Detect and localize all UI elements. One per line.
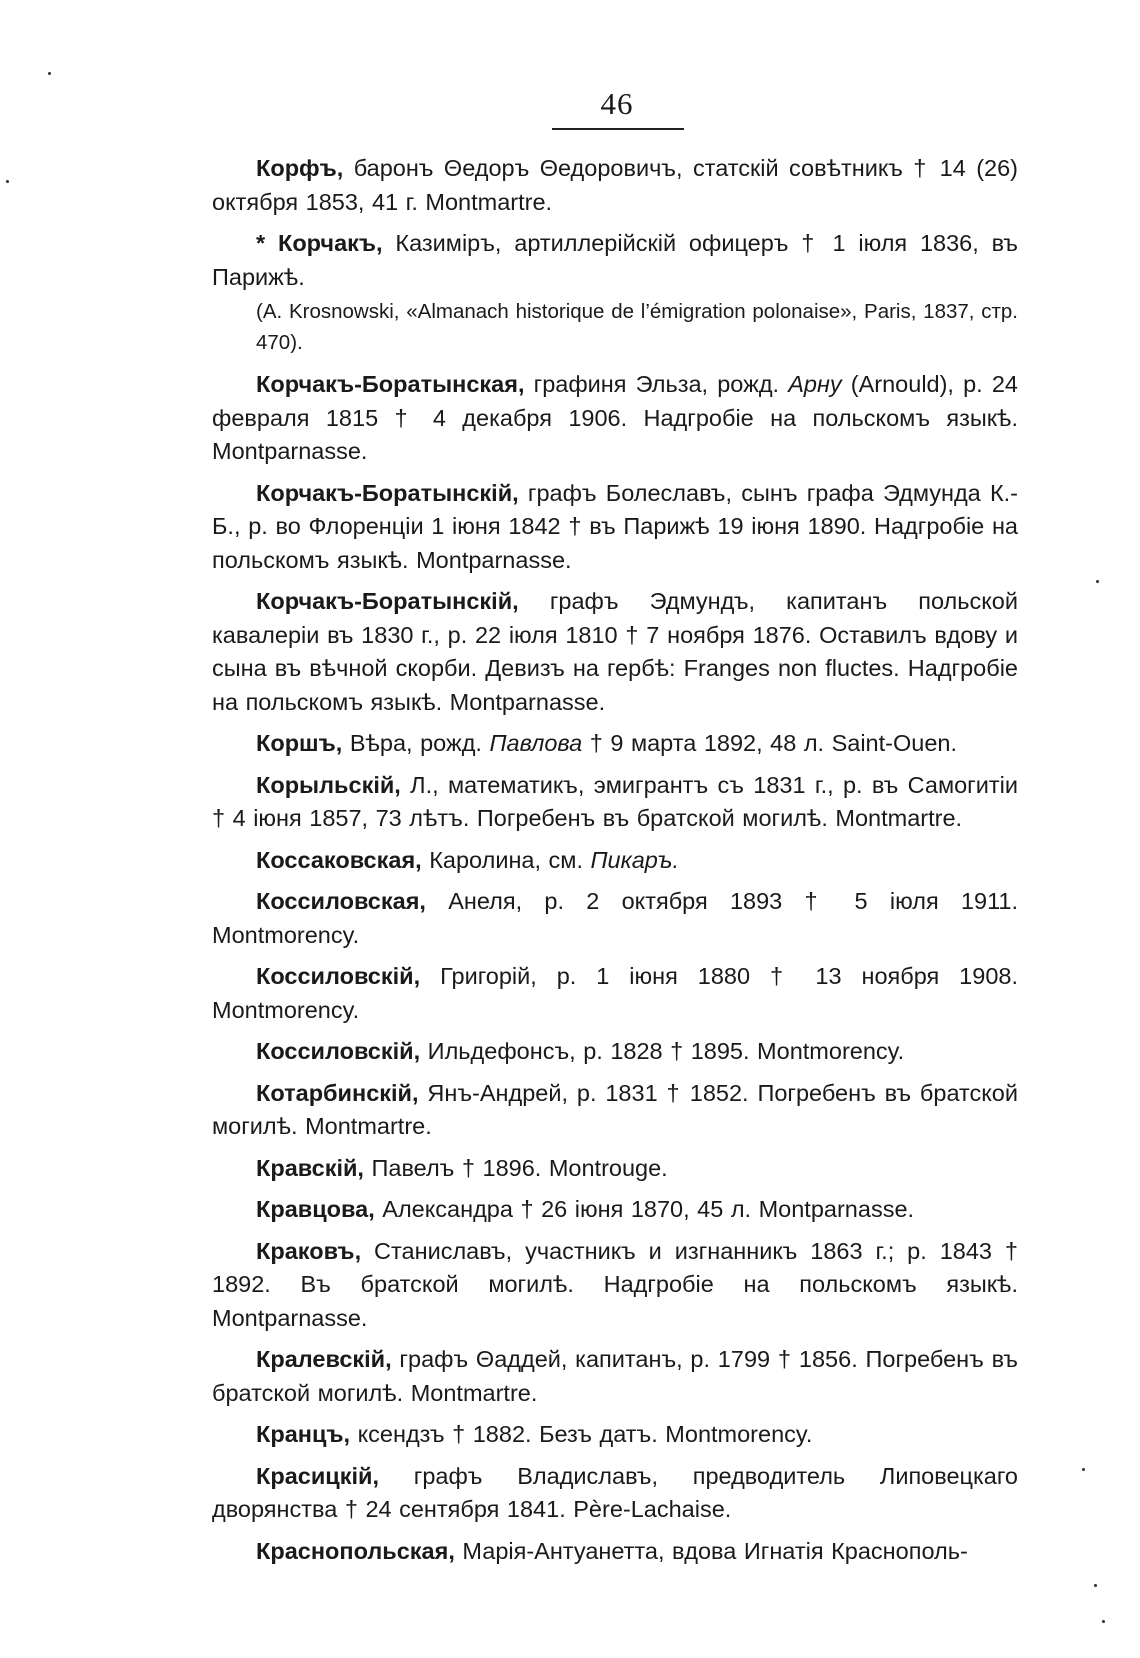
entry-krants [212, 1418, 1018, 1452]
entry-italic-name: Арну [788, 371, 842, 397]
entry-italic-name: Павлова [489, 730, 583, 756]
entry-text: графиня Эльза, рожд. [524, 371, 789, 397]
entry-headword: Красицкій, [256, 1462, 379, 1489]
entry-headword: Краковъ, [256, 1237, 362, 1264]
scan-speck [1094, 1584, 1097, 1587]
entry-text: Вѣра, рожд. [342, 730, 490, 756]
scan-speck [6, 180, 9, 183]
entry-headword: Коршъ, [256, 730, 343, 756]
entry-text: Григорій, р. 1 іюня 1880 † 13 ноября 1908. Montmorency. [212, 963, 1018, 1023]
entry-headword: Корчакъ-Боратынскій, [256, 479, 519, 506]
entry-text: Ильдефонсъ, р. 1828 † 1895. Montmorency. [420, 1038, 905, 1064]
entry-kravtsova [212, 1193, 1018, 1227]
entry-headword: Коссаковская, [256, 846, 422, 873]
entry-headword: Кравцова, [256, 1196, 375, 1222]
entry-text: графъ Эдмундъ, капитанъ польской кавалеріи въ 1830 г., р. 22 іюля 1810 † 7 ноября 1876. Оставилъ вдову и сына въ вѣчной скорби. Девизъ на гербѣ: Franges non fluctes. Надгробіе на польскомъ языкѣ. Montparnasse. [212, 588, 1018, 715]
entry-kossakovskaya [212, 844, 1018, 878]
entry-text: графъ Владиславъ, предводитель Липовецкаго дворянства † 24 сентября 1841. Père-Lachaise. [212, 1462, 1018, 1522]
entry-korchak-boratynsky-edmund [212, 585, 1018, 719]
entry-kossilovsky-grigory [212, 960, 1018, 1027]
entry-headword: Коссиловскій, [256, 1038, 421, 1064]
entry-korchak [212, 227, 1018, 294]
scan-speck [1102, 1620, 1105, 1623]
entry-headword: Корыльскій, [256, 771, 401, 798]
entry-headword: Котарбинскій, [256, 1079, 419, 1106]
entry-korchak-boratynsky-boleslav [212, 477, 1018, 578]
entry-krakov [212, 1235, 1018, 1336]
entry-kossilovsky-ildefons [212, 1035, 1018, 1069]
entry-korchak-source-note: (A. Krosnowski, «Almanach historique de l’émigration polonaise», Paris, 1837, стр. 470). [256, 300, 1018, 354]
entry-krasitsky [212, 1460, 1018, 1527]
entry-text: графъ Θаддей, капитанъ, р. 1799 † 1856. Погребенъ въ братской могилѣ. Montmartre. [212, 1346, 1018, 1406]
entry-kravsky [212, 1152, 1018, 1186]
entry-korsh [212, 727, 1018, 761]
entry-text: Анеля, р. 2 октября 1893 † 5 іюля 1911. Montmorency. [212, 888, 1018, 948]
entry-italic-name: Пикаръ. [590, 846, 679, 873]
scan-speck [1082, 1468, 1085, 1471]
entry-kossilovskaya [212, 885, 1018, 952]
entry-text: Александра † 26 іюня 1870, 45 л. Montparnasse. [374, 1196, 915, 1222]
entry-headword: Кравскій, [256, 1154, 364, 1181]
entry-headword: Корчакъ-Боратынская, [256, 371, 525, 397]
entry-headword: Корфъ, [256, 155, 344, 181]
scan-speck [48, 72, 51, 75]
entry-headword: Кранцъ, [256, 1421, 351, 1447]
entry-text: Павелъ † 1896. Montrouge. [363, 1154, 668, 1181]
entry-headword: Корчакъ-Боратынскій, [256, 588, 519, 614]
entry-text: ксендзъ † 1882. Безъ датъ. Montmorency. [350, 1421, 813, 1447]
page-number: 46 [600, 86, 634, 121]
scan-speck [1096, 580, 1099, 583]
entry-text: Казиміръ, артиллерійскій офицеръ † 1 іюля 1836, въ Парижѣ. [212, 230, 1018, 290]
entry-headword: Коссиловскій, [256, 963, 421, 989]
entry-headword: Краснопольская, [256, 1537, 455, 1564]
entry-headword: * Корчакъ, [256, 230, 383, 256]
entry-korylsky [212, 769, 1018, 836]
entry-kralevsky [212, 1343, 1018, 1410]
entry-text: (Arnould), р. 24 февраля 1815 † 4 декабря 1906. Надгробіе на польскомъ языкѣ. Montparnasse. [212, 371, 1018, 464]
entry-kotarbinsky [212, 1077, 1018, 1144]
entry-text: Янъ-Андрей, р. 1831 † 1852. Погребенъ въ братской могилѣ. Montmartre. [212, 1079, 1018, 1139]
entry-text: Л., математикъ, эмигрантъ съ 1831 г., р. въ Самогитіи † 4 іюня 1857, 73 лѣтъ. Погребенъ въ братской могилѣ. Montmartre. [212, 771, 1018, 831]
entry-text: Марія-Антуанетта, вдова Игнатія Краснополь- [454, 1537, 968, 1564]
page-number-rule [552, 128, 684, 130]
entries-column [212, 152, 1018, 1576]
entry-text: Каролина, см. [421, 846, 591, 873]
entry-text: баронъ Θедоръ Θедоровичъ, статскій совѣтникъ † 14 (26) октября 1853, 41 г. Montmartre. [212, 155, 1018, 215]
entry-text: графъ Болеславъ, сынъ графа Эдмунда К.-Б., р. во Флоренціи 1 іюня 1842 † въ Парижѣ 19 іюня 1890. Надгробіе на польскомъ языкѣ. Montparnasse. [212, 479, 1018, 573]
entry-text: † 9 марта 1892, 48 л. Saint-Ouen. [582, 730, 958, 756]
entry-text: Станиславъ, участникъ и изгнанникъ 1863 г.; р. 1843 † 1892. Въ братской могилѣ. Надгробіе на польскомъ языкѣ. Montparnasse. [212, 1237, 1018, 1331]
entry-krasnopolskaya [212, 1535, 1018, 1569]
entry-korf [212, 152, 1018, 219]
entry-korchak-boratynskaya [212, 368, 1018, 469]
entry-headword: Коссиловская, [256, 888, 426, 914]
entry-headword: Кралевскій, [256, 1346, 392, 1372]
